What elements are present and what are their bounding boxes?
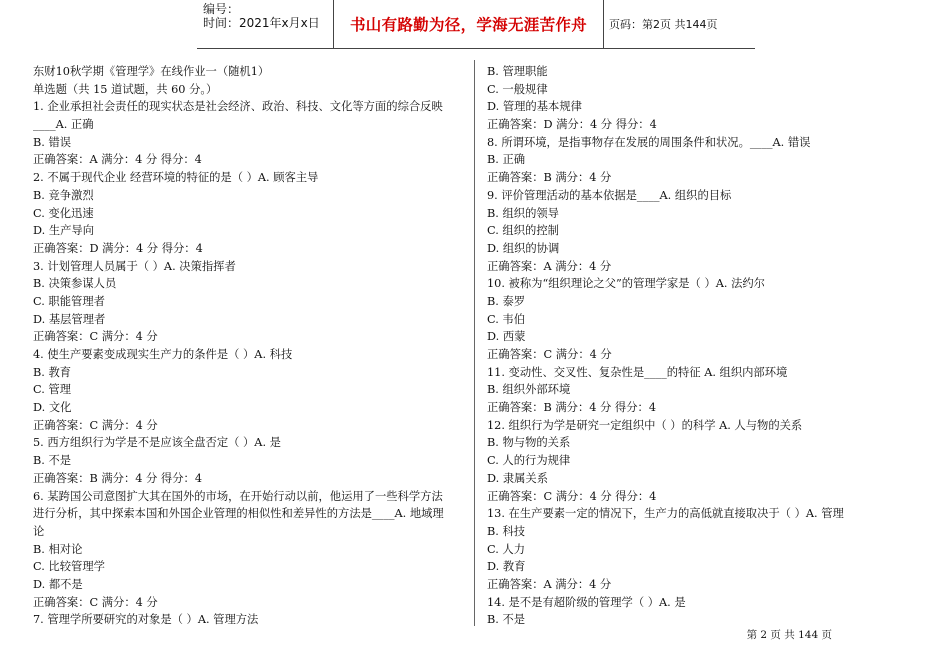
text-line: 11. 变动性、交叉性、复杂性是____的特征 A. 组织内部环境 bbox=[487, 365, 788, 379]
text-line: 2. 不属于现代企业 经营环境的特征的是（ ）A. 顾客主导 bbox=[33, 171, 319, 185]
text-line: 进行分析，其中探索本国和外国企业管理的相似性和差异性的方法是____A. 地域理 bbox=[33, 507, 444, 521]
number-label: 编号： bbox=[203, 2, 240, 16]
text-line: 正确答案：C 满分：4 分 bbox=[33, 418, 158, 432]
text-line: B. 决策参谋人员 bbox=[33, 277, 117, 291]
text-line: 正确答案：B 满分：4 分 得分：4 bbox=[487, 401, 657, 415]
page-footer: 第 2 页 共 144 页 bbox=[746, 629, 832, 641]
text-line: C. 职能管理者 bbox=[33, 294, 105, 308]
text-line: 1. 企业承担社会责任的现实状态是社会经济、政治、科技、文化等方面的综合反映 bbox=[33, 100, 443, 114]
text-line: B. 不是 bbox=[487, 613, 526, 627]
page-header bbox=[197, 0, 755, 49]
text-line: B. 竞争激烈 bbox=[33, 188, 94, 202]
column-divider bbox=[474, 60, 475, 626]
text-line: 正确答案：C 满分：4 分 bbox=[33, 330, 158, 344]
text-line: 正确答案：A 满分：4 分 bbox=[487, 577, 612, 591]
text-line: 8. 所谓环境，是指事物存在发展的周围条件和状况。____A. 错误 bbox=[487, 135, 811, 149]
left-column bbox=[33, 63, 469, 629]
text-line: 论 bbox=[33, 524, 45, 538]
text-line: B. 科技 bbox=[487, 524, 526, 538]
text-line: B. 错误 bbox=[33, 135, 72, 149]
text-line: D. 生产导向 bbox=[33, 224, 95, 238]
text-line: 正确答案：C 满分：4 分 得分：4 bbox=[487, 489, 657, 503]
header-page-info: 页码：第2页 共144页 bbox=[609, 18, 718, 31]
text-line: B. 管理职能 bbox=[487, 65, 548, 78]
text-line: 正确答案：A 满分：4 分 bbox=[487, 259, 612, 273]
text-line: 正确答案：B 满分：4 分 bbox=[487, 171, 612, 185]
text-line: C. 组织的控制 bbox=[487, 224, 559, 238]
text-line: D. 隶属关系 bbox=[487, 471, 549, 485]
text-line: ____A. 正确 bbox=[33, 118, 94, 132]
text-line: B. 物与物的关系 bbox=[487, 436, 571, 450]
text-line: C. 韦伯 bbox=[487, 312, 526, 326]
text-line: B. 组织外部环境 bbox=[487, 383, 571, 397]
text-line: B. 不是 bbox=[33, 454, 72, 468]
text-line: 7. 管理学所要研究的对象是（ ）A. 管理方法 bbox=[33, 613, 259, 627]
text-line: 正确答案：D 满分：4 分 得分：4 bbox=[487, 118, 657, 132]
text-line: C. 人的行为规律 bbox=[487, 454, 571, 468]
text-line: B. 教育 bbox=[33, 365, 72, 379]
text-line: 正确答案：C 满分：4 分 bbox=[487, 348, 612, 361]
text-line: 6. 某跨国公司意图扩大其在国外的市场，在开始行动以前，他运用了一些科学方法 bbox=[33, 489, 443, 503]
text-line: 4. 使生产要素变成现实生产力的条件是（ ）A. 科技 bbox=[33, 348, 293, 361]
text-line: C. 人力 bbox=[487, 542, 526, 556]
time-label: 时间：2021年x月x日 bbox=[203, 16, 320, 30]
text-line: B. 正确 bbox=[487, 153, 526, 167]
text-line: C. 比较管理学 bbox=[33, 560, 105, 574]
text-line: D. 西蒙 bbox=[487, 330, 526, 344]
text-line: 5. 西方组织行为学是不是应该全盘否定（ ）A. 是 bbox=[33, 436, 281, 450]
text-line: 9. 评价管理活动的基本依据是____A. 组织的目标 bbox=[487, 188, 732, 202]
text-line: 正确答案：B 满分：4 分 得分：4 bbox=[33, 471, 203, 485]
text-line: 东财10秋学期《管理学》在线作业一（随机1） bbox=[33, 65, 270, 78]
right-column bbox=[487, 63, 917, 629]
header-meta bbox=[197, 0, 333, 48]
text-line: C. 管理 bbox=[33, 383, 72, 397]
text-line: 14. 是不是有超阶级的管理学（ ）A. 是 bbox=[487, 595, 686, 609]
text-line: B. 相对论 bbox=[33, 542, 83, 556]
text-line: D. 管理的基本规律 bbox=[487, 100, 582, 114]
text-line: 正确答案：D 满分：4 分 得分：4 bbox=[33, 241, 203, 255]
text-line: 3. 计划管理人员属于（ ）A. 决策指挥者 bbox=[33, 259, 236, 273]
text-line: 正确答案：A 满分：4 分 得分：4 bbox=[33, 153, 202, 167]
text-line: D. 文化 bbox=[33, 401, 72, 415]
text-line: B. 泰罗 bbox=[487, 294, 526, 308]
header-motto-cell bbox=[333, 0, 604, 48]
text-line: 12. 组织行为学是研究一定组织中（ ）的科学 A. 人与物的关系 bbox=[487, 418, 803, 432]
text-line: D. 教育 bbox=[487, 560, 526, 574]
text-line: C. 变化迅速 bbox=[33, 206, 94, 220]
text-line: D. 基层管理者 bbox=[33, 312, 106, 326]
motto: 书山有路勤为径，学海无涯苦作舟 bbox=[349, 15, 587, 34]
text-line: 13. 在生产要素一定的情况下，生产力的高低就直接取决于（ ）A. 管理 bbox=[487, 507, 844, 521]
text-line: 正确答案：C 满分：4 分 bbox=[33, 595, 158, 609]
text-line: D. 组织的协调 bbox=[487, 241, 560, 255]
text-line: B. 组织的领导 bbox=[487, 206, 559, 220]
text-line: 单选题（共 15 道试题，共 60 分。） bbox=[33, 82, 218, 96]
text-line: C. 一般规律 bbox=[487, 82, 548, 96]
text-line: D. 都不是 bbox=[33, 577, 83, 591]
text-line: 10. 被称为“组织理论之父”的管理学家是（ ）A. 法约尔 bbox=[487, 277, 765, 291]
